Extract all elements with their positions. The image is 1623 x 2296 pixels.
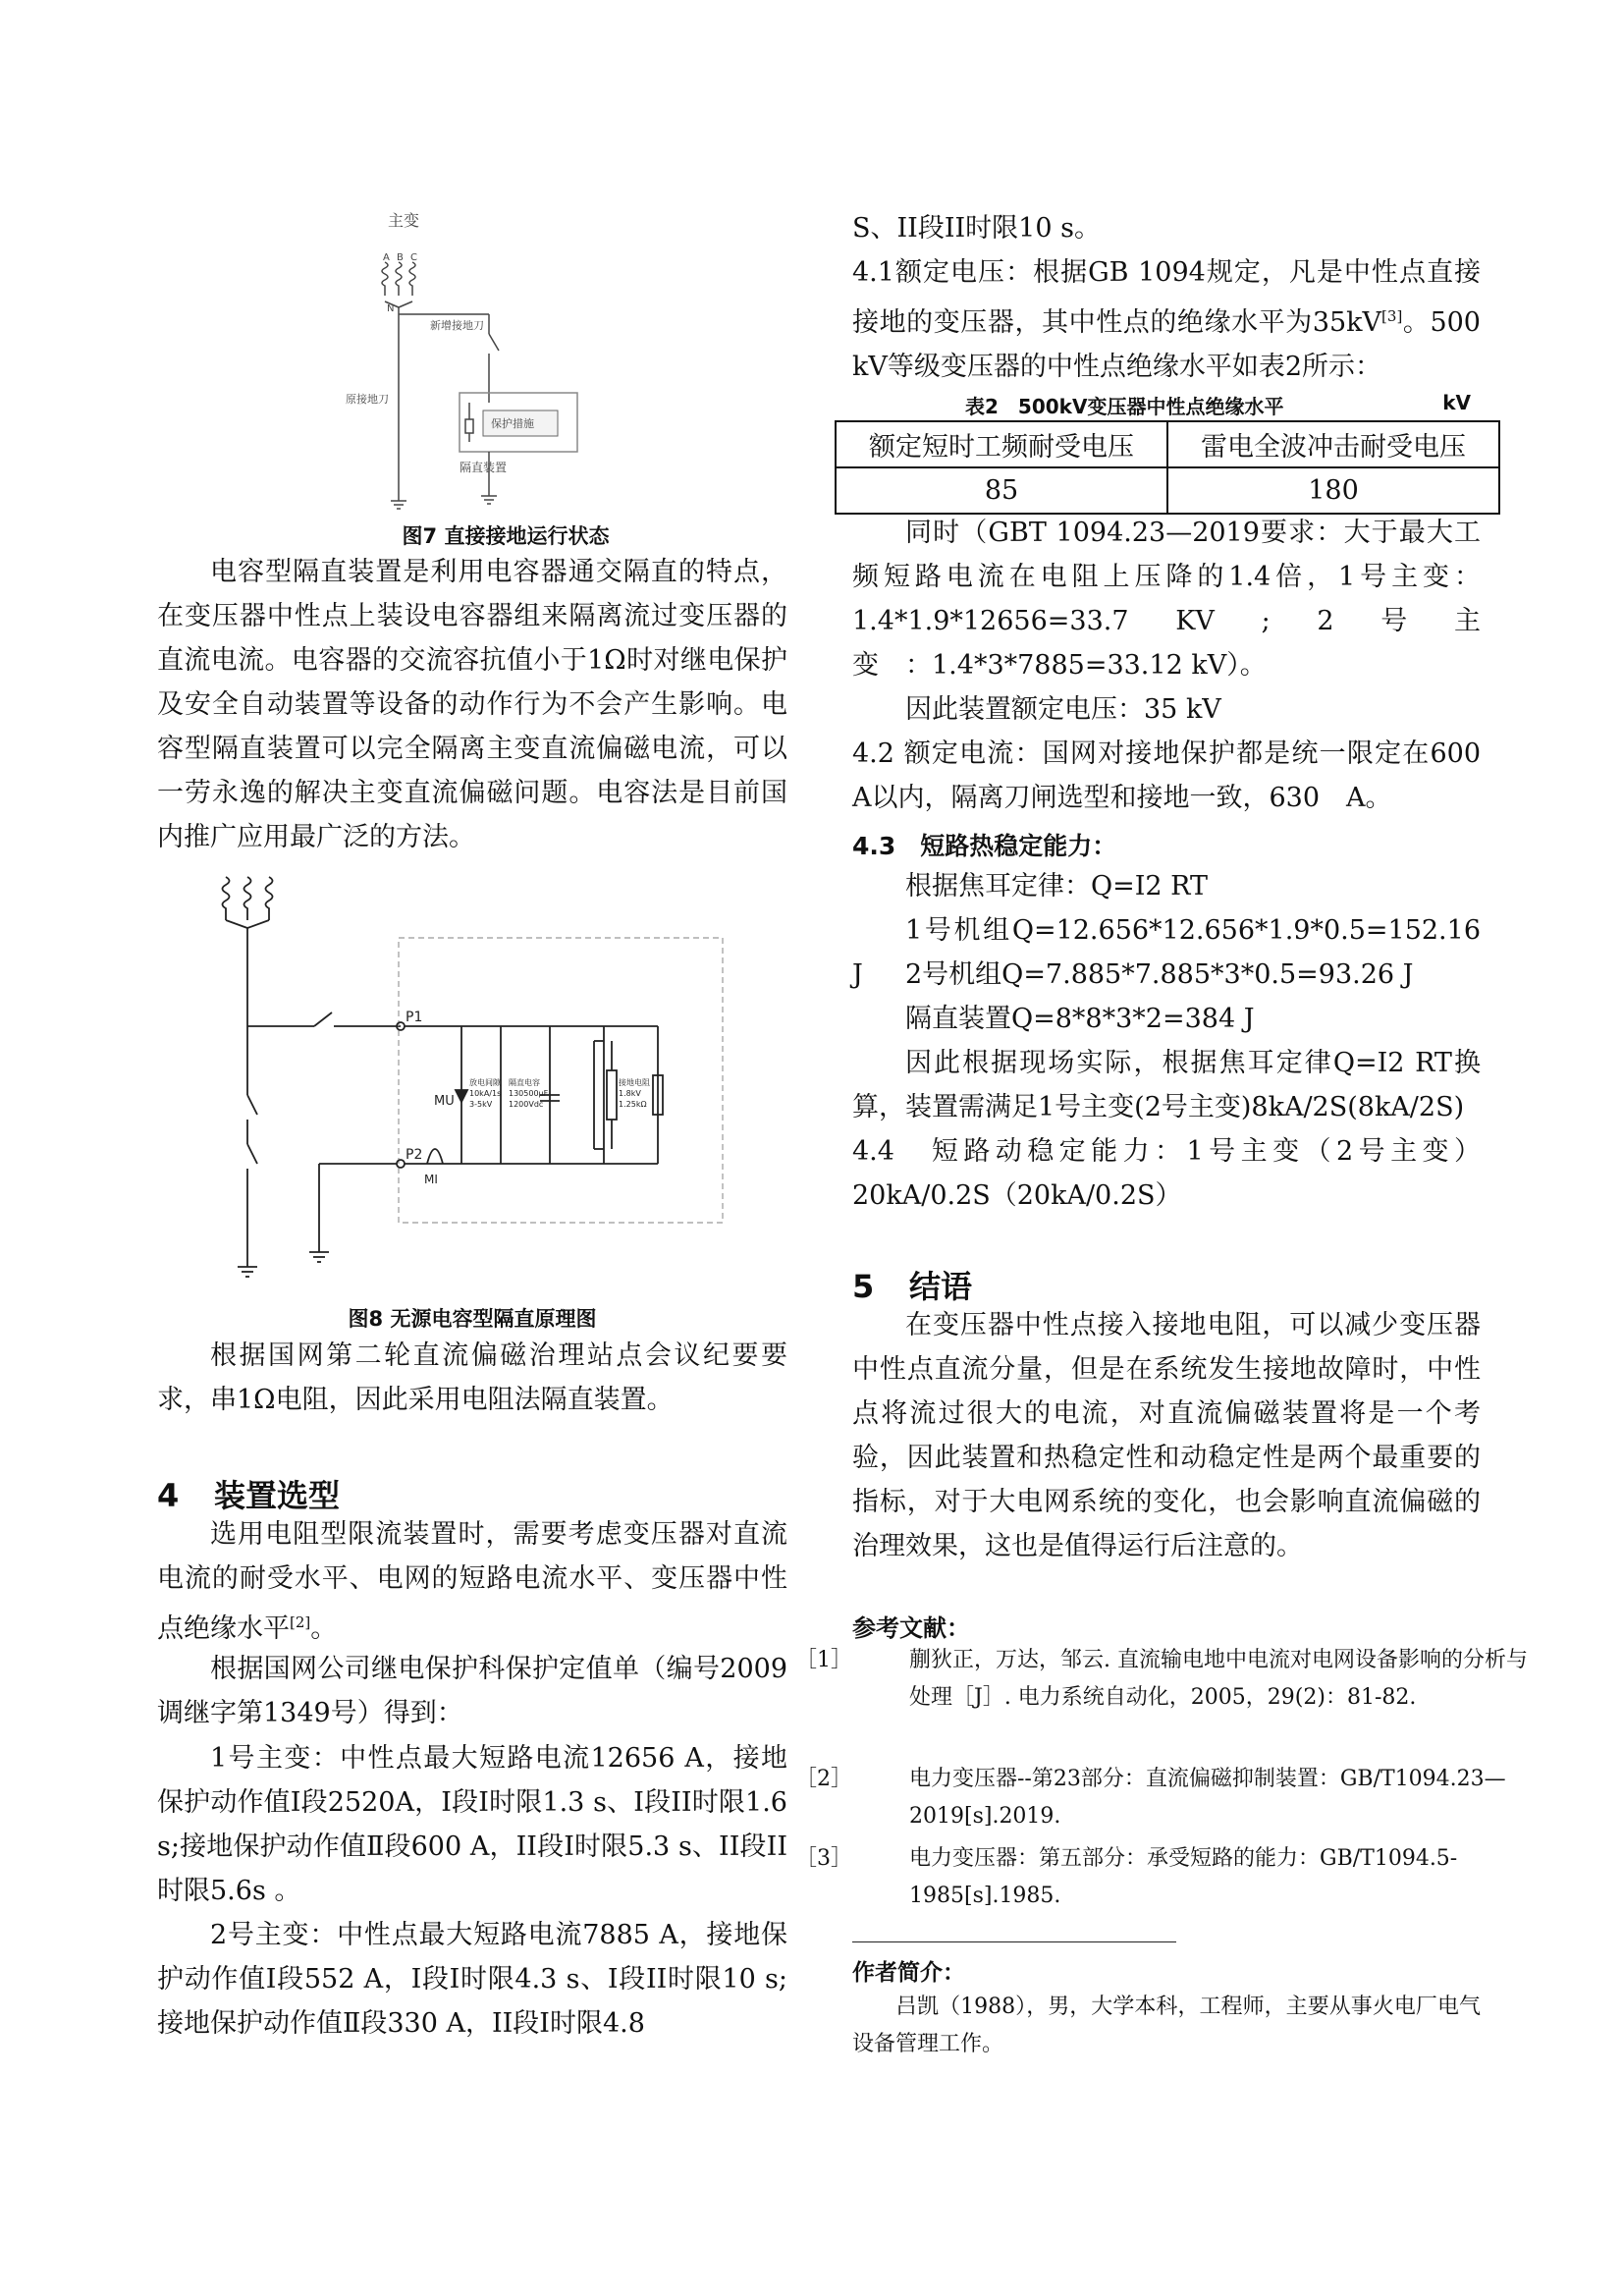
section-4-paragraph-3: 1号主变：中性点最大短路电流12656 A，接地保护动作值Ⅰ段2520A，I段I时限1.3 s、I段II时限1.6 s;接地保护动作值Ⅱ段600 A，II段I时限5.3 s、II段II时限5.6s 。 <box>157 1743 787 1906</box>
table-row: 85 180 <box>836 467 1499 514</box>
svg-text:P1: P1 <box>406 1010 423 1025</box>
figure-8-diagram <box>206 869 776 1291</box>
svg-text:隔直电容: 隔直电容 <box>509 1078 540 1087</box>
svg-text:10kA/1s: 10kA/1s <box>469 1089 502 1098</box>
section-5-heading: 5 结语 <box>852 1268 973 1305</box>
svg-text:130500μF: 130500μF <box>509 1089 549 1098</box>
divider <box>852 1941 1176 1942</box>
fig7-label-new-knife: 新增接地刀 <box>430 319 484 332</box>
svg-text:C: C <box>410 252 417 263</box>
fig7-label-main: 主变 <box>388 211 420 230</box>
paragraph-4-4: 4.4 短路动稳定能力：1号主变（2号主变）20kA/0.2S（20kA/0.2S） <box>852 1136 1481 1211</box>
references-title: 参考文献： <box>852 1614 970 1642</box>
svg-text:N: N <box>387 303 395 314</box>
paragraph-meeting: 根据国网第二轮直流偏磁治理站点会议纪要要求，串1Ω电阻，因此采用电阻法隔直装置。 <box>157 1340 787 1415</box>
reference-1: ［1］ 蒯狄正，万达，邹云. 直流输电地中电流对电网设备影响的分析与处理［J］. 电力系统自动化，2005，29(2)：81-82. <box>795 1648 1528 1710</box>
heading-4-3: 4.3 短路热稳定能力： <box>852 832 1117 860</box>
section-4-paragraph-4: 2号主变：中性点最大短路电流7885 A，接地保护动作值Ⅰ段552 A，I段I时限4.3 s、I段II时限10 s;接地保护动作值Ⅱ段330 A，II段I时限4.8 <box>157 1920 787 2039</box>
section-4-paragraph-1: 选用电阻型限流装置时，需要考虑变压器对直流电流的耐受水平、电网的短路电流水平、变压器中性点绝缘水平[2]。 <box>157 1519 787 1644</box>
svg-text:1.25kΩ: 1.25kΩ <box>619 1100 647 1109</box>
continuation-line: S、II段II时限10 s。 <box>852 213 1101 244</box>
section-4-paragraph-2: 根据国网公司继电保护科保护定值单（编号2009调继字第1349号）得到： <box>157 1654 787 1728</box>
svg-text:1.8kV: 1.8kV <box>619 1089 641 1098</box>
paragraph-4-1: 4.1额定电压：根据GB 1094规定，凡是中性点直接接地的变压器，其中性点的绝缘水平为35kV[3]。500 kV等级变压器的中性点绝缘水平如表2所示： <box>852 257 1481 382</box>
fig7-label-orig-ground: 原接地刀 <box>346 393 389 406</box>
figure-7-diagram <box>344 201 638 516</box>
figure-8-caption: 图8 无源电容型隔直原理图 <box>348 1307 597 1331</box>
svg-text:B: B <box>397 252 404 263</box>
svg-text:3-5kV: 3-5kV <box>469 1100 493 1109</box>
table-2 <box>835 420 1500 515</box>
line-unit-1: 1号机组Q=12.656*12.656*1.9*0.5=152.16 J <box>852 915 1481 990</box>
paragraph-same: 同时（GBT 1094.23—2019要求：大于最大工频短路电流在电阻上压降的1.4倍，1号主变：1.4*1.9*12656=33.7 KV ; 2 号 主 变 ：1.4*3*7885=33.12 kV）。 <box>852 518 1507 681</box>
svg-text:MI: MI <box>424 1173 438 1186</box>
fig7-label-protect: 保护措施 <box>491 417 534 430</box>
author-title: 作者简介： <box>852 1960 965 1986</box>
svg-text:1200Vdc: 1200Vdc <box>509 1100 544 1109</box>
line-joule-law: 根据焦耳定律：Q=I2 RT <box>905 871 1209 902</box>
svg-text:放电间隙: 放电间隙 <box>469 1078 501 1087</box>
paragraph-joule-conversion: 因此根据现场实际，根据焦耳定律Q=I2 RT换算，装置需满足1号主变(2号主变)8kA/2S(8kA/2S) <box>852 1048 1481 1122</box>
fig7-label-device: 隔直装置 <box>460 461 508 474</box>
svg-text:P2: P2 <box>406 1147 423 1163</box>
svg-text:A: A <box>383 252 390 263</box>
table-row: 额定短时工频耐受电压 雷电全波冲击耐受电压 <box>836 421 1499 467</box>
paragraph-capacitor: 电容型隔直装置是利用电容器通交隔直的特点，在变压器中性点上装设电容器组来隔离流过变压器的直流电流。电容器的交流容抗值小于1Ω时对继电保护及安全自动装置等设备的动作行为不会产生影响。电容型隔直装置可以完全隔离主变直流偏磁电流，可以一劳永逸的解决主变直流偏磁问题。电容法是目前国内推广应用最广泛的方法。 <box>157 557 787 852</box>
line-device: 隔直装置Q=8*8*3*2=384 J <box>905 1004 1255 1034</box>
svg-text:接地电阻: 接地电阻 <box>619 1078 650 1087</box>
figure-7-caption: 图7 直接接地运行状态 <box>402 524 610 548</box>
paragraph-rated-voltage: 因此装置额定电压：35 kV <box>905 694 1221 725</box>
reference-3: ［3］ 电力变压器：第五部分：承受短路的能力：GB/T1094.5-1985[s].1985. <box>795 1846 1458 1908</box>
author-bio: 吕凯（1988），男，大学本科，工程师，主要从事火电厂电气设备管理工作。 <box>852 1995 1481 2056</box>
reference-2: ［2］ 电力变压器--第23部分：直流偏磁抑制装置：GB/T1094.23—2019[s].2019. <box>795 1767 1506 1829</box>
paragraph-4-2: 4.2 额定电流：国网对接地保护都是统一限定在600 A以内，隔离刀闸选型和接地一致，630 A。 <box>852 738 1481 813</box>
section-5-paragraph: 在变压器中性点接入接地电阻，可以减少变压器中性点直流分量，但是在系统发生接地故障时，中性点将流过很大的电流，对直流偏磁装置将是一个考验，因此装置和热稳定性和动稳定性是两个最重要的指标，对于大电网系统的变化，也会影响直流偏磁的治理效果，这也是值得运行后注意的。 <box>852 1310 1481 1561</box>
section-4-heading: 4 装置选型 <box>157 1477 341 1514</box>
line-unit-2: 2号机组Q=7.885*7.885*3*0.5=93.26 J <box>905 959 1414 990</box>
svg-text:MU: MU <box>434 1094 455 1109</box>
